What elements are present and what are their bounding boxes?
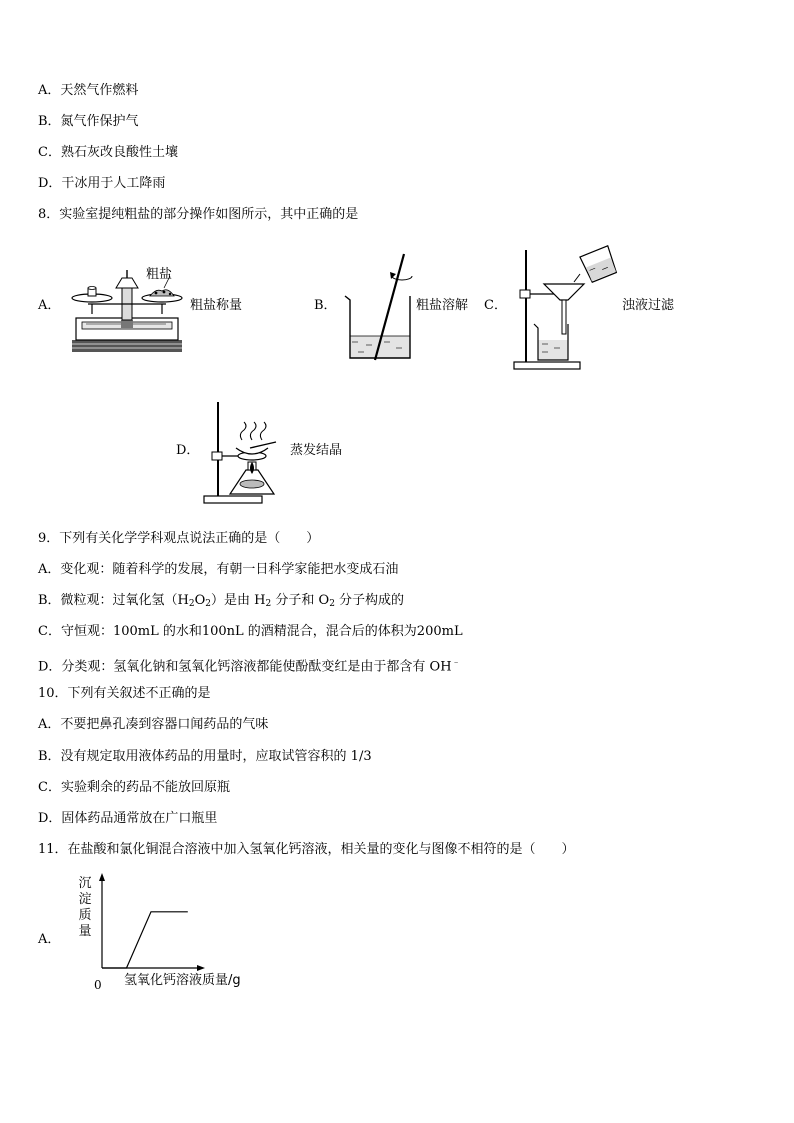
- q8-stem: 8．实验室提纯粗盐的部分操作如图所示，其中正确的是: [38, 207, 359, 222]
- y-axis-arrow: [99, 873, 105, 881]
- q9-option-d: D．分类观：氢氧化钠和氢氧化钙溶液都能使酚酞变红是由于都含有 OH﹣: [38, 658, 461, 675]
- q11-x-axis-label: 氢氧化钙溶液质量/g: [124, 973, 241, 988]
- q8-c-caption: 浊液过滤: [622, 298, 675, 313]
- q11-chart: [96, 872, 206, 974]
- q8-d-caption: 蒸发结晶: [290, 443, 343, 458]
- q9-option-b: B．微粒观：过氧化氢$(H_2O_2)$是由 $H_2$ 分子和 $O_2$ 分子构成的: [38, 593, 405, 609]
- q8-a-tag: 粗盐: [146, 267, 173, 282]
- q9-option-a: A．变化观：随着科学的发展，有朝一日科学家能把水变成石油: [38, 562, 399, 577]
- q8-c-letter: C．: [484, 298, 507, 313]
- evaporation-figure: [200, 398, 286, 506]
- series-line-0: [102, 912, 188, 968]
- q7-option-d: D．干冰用于人工降雨: [38, 176, 166, 191]
- q10-option-a: A．不要把鼻孔凑到容器口闻药品的气味: [38, 717, 269, 732]
- q11-y-axis-label: 沉 淀 质 量: [78, 876, 92, 939]
- q8-a-caption: 粗盐称量: [190, 298, 243, 313]
- balance-scale-figure: [66, 258, 191, 356]
- q10-option-d: D．固体药品通常放在广口瓶里: [38, 811, 218, 826]
- q8-a-letter: A．: [38, 298, 61, 313]
- q8-b-caption: 粗盐溶解: [416, 298, 469, 313]
- x-axis-arrow: [197, 965, 205, 971]
- q11-stem: 11．在盐酸和氯化铜混合溶液中加入氢氧化钙溶液，相关量的变化与图像不相符的是（ ）: [38, 842, 575, 857]
- q10-option-b: B．没有规定取用液体药品的用量时，应取试管容积的 1/3: [38, 749, 372, 764]
- q10-option-c: C．实验剩余的药品不能放回原瓶: [38, 780, 230, 795]
- q8-b-letter: B．: [314, 298, 337, 313]
- q11-origin-label: 0: [94, 978, 102, 992]
- beaker-stirring-figure: [340, 250, 418, 366]
- q11-a-letter: A．: [38, 932, 61, 947]
- q7-option-c: C．熟石灰改良酸性土壤: [38, 145, 178, 160]
- q8-d-letter: D．: [176, 443, 200, 458]
- q10-stem: 10．下列有关叙述不正确的是: [38, 686, 211, 701]
- q9-stem: 9．下列有关化学学科观点说法正确的是（ ）: [38, 531, 320, 546]
- q7-option-b: B．氮气作保护气: [38, 114, 139, 129]
- q7-option-a: A．天然气作燃料: [38, 83, 139, 98]
- q9-option-c: C．守恒观：100mL 的水和100nL 的酒精混合，混合后的体积为200mL: [38, 624, 463, 639]
- filtration-figure: [508, 244, 622, 372]
